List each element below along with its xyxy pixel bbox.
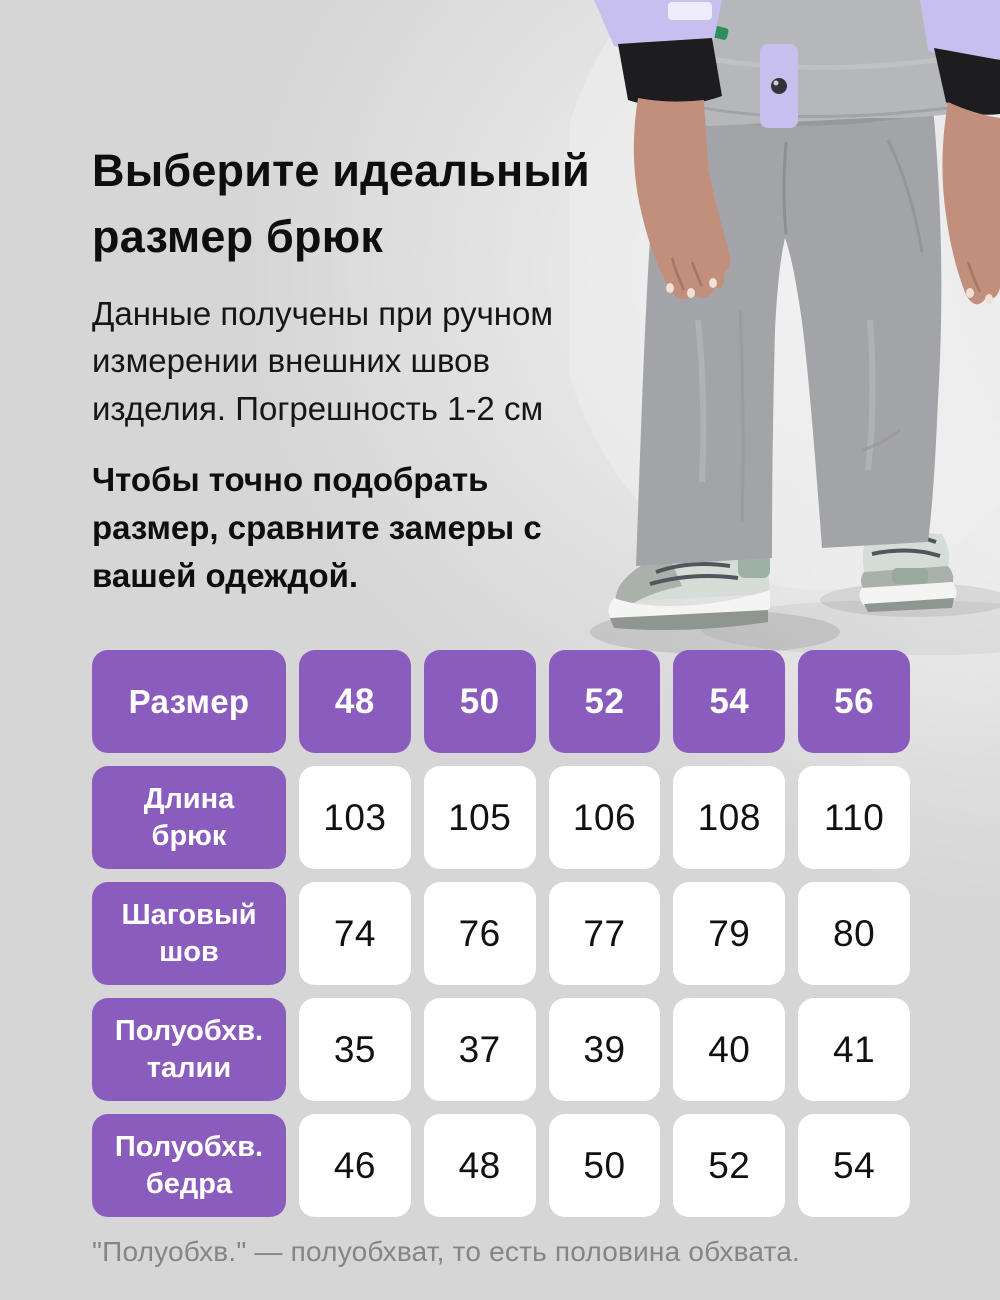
table-cell: 108 bbox=[673, 766, 785, 869]
intro-text-block bbox=[92, 138, 667, 599]
table-cell: 39 bbox=[549, 998, 661, 1101]
size-col-header-50: 50 bbox=[424, 650, 536, 753]
table-cell: 106 bbox=[549, 766, 661, 869]
table-cell: 50 bbox=[549, 1114, 661, 1217]
size-col-header-56: 56 bbox=[798, 650, 910, 753]
table-cell: 77 bbox=[549, 882, 661, 985]
table-cell: 103 bbox=[299, 766, 411, 869]
table-cell: 46 bbox=[299, 1114, 411, 1217]
row-label-inseam: Шаговый шов bbox=[92, 882, 286, 985]
table-cell: 74 bbox=[299, 882, 411, 985]
table-cell: 79 bbox=[673, 882, 785, 985]
size-table-header-label: Размер bbox=[92, 650, 286, 753]
row-label-half-hips: Полуобхв. бедра bbox=[92, 1114, 286, 1217]
page-title: Выберите идеальный размер брюк bbox=[92, 145, 590, 263]
table-cell: 48 bbox=[424, 1114, 536, 1217]
table-cell: 80 bbox=[798, 882, 910, 985]
table-cell: 105 bbox=[424, 766, 536, 869]
row-label-half-waist: Полуобхв. талии bbox=[92, 998, 286, 1101]
size-table bbox=[92, 650, 910, 1217]
size-col-header-52: 52 bbox=[549, 650, 661, 753]
table-cell: 41 bbox=[798, 998, 910, 1101]
table-cell: 35 bbox=[299, 998, 411, 1101]
size-col-header-54: 54 bbox=[673, 650, 785, 753]
table-cell: 54 bbox=[798, 1114, 910, 1217]
table-cell: 40 bbox=[673, 998, 785, 1101]
table-cell: 76 bbox=[424, 882, 536, 985]
fitting-advice: Чтобы точно подобрать размер, сравните замеры с вашей одеждой. bbox=[92, 460, 542, 594]
table-cell: 110 bbox=[798, 766, 910, 869]
footnote: "Полуобхв." — полуобхват, то есть половина обхвата. bbox=[92, 1236, 800, 1267]
table-cell: 52 bbox=[673, 1114, 785, 1217]
row-label-pants-length: Длина брюк bbox=[92, 766, 286, 869]
table-cell: 37 bbox=[424, 998, 536, 1101]
size-col-header-48: 48 bbox=[299, 650, 411, 753]
measurement-disclaimer: Данные получены при ручном измерении внешних швов изделия. Погрешность 1-2 см bbox=[92, 295, 554, 427]
